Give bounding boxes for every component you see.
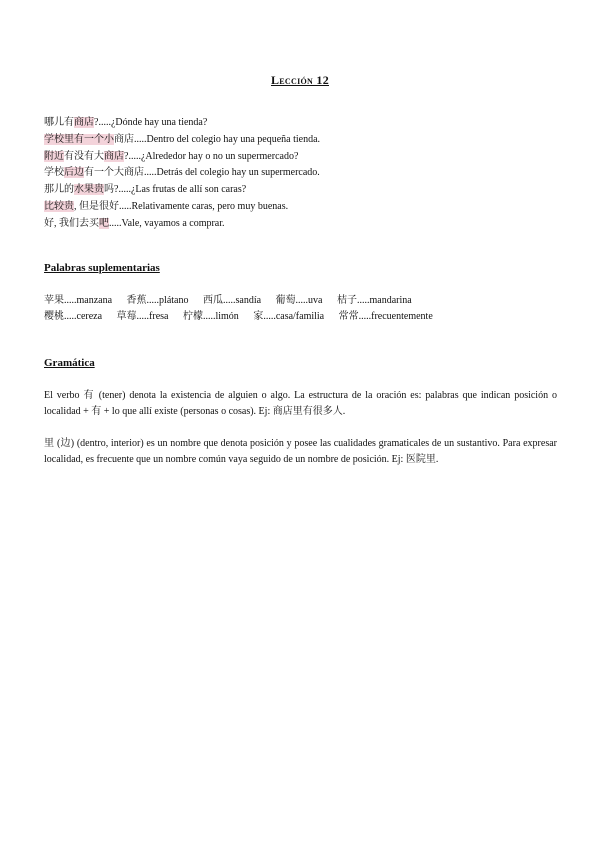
dialog-chunk: ? [124, 150, 129, 162]
dialog-chunk: 有一个大商店 [84, 167, 144, 179]
grammar-paragraph-2: 里 (边) (dentro, interior) es un nombre que denota posición y posee las cualidades gramaticales de un sustantivo. Para expresar localidad, es frecuente que un nombre común vaya seguido de un nombre de posición. Ej: 医院里. [44, 438, 557, 465]
vocab-spanish: .....frecuentemente [358, 311, 433, 322]
dialog-chunk: 吗? [104, 184, 119, 196]
vocab-spanish: .....manzana [64, 295, 113, 306]
grammar-paragraph-1: El verbo 有 (tener) denota la existencia de alguien o algo. La estructura de la oración es: palabras que indican posición o localidad + 有 + lo que allí existe (personas o cosas). Ej: 商店里有很多人. [44, 390, 557, 417]
dialog-line [44, 132, 564, 149]
vocab-chinese: 家 [253, 311, 264, 322]
vocab-item [44, 293, 112, 309]
lesson-title: Lección 12 [270, 73, 329, 87]
grammar-heading: Gramática [44, 357, 95, 369]
vocab-spanish: .....cereza [64, 311, 103, 322]
dialog-chunk-highlighted: 后边 [64, 167, 84, 179]
dialog-chunk: 有没有大 [64, 150, 104, 162]
dialog-chinese [44, 218, 109, 229]
vocab-block [44, 293, 564, 325]
dialog-chinese [44, 184, 118, 195]
dialog-chinese [44, 151, 128, 162]
dialog-translation: .....Relativamente caras, pero muy buenas. [119, 200, 289, 212]
vocab-item [253, 309, 324, 325]
dialog-translation: .....Detrás del colegio hay un supermercado. [144, 167, 320, 179]
dialog-chunk-highlighted: 吧 [99, 217, 109, 229]
dialog-translation: .....¿Alrededor hay o no un supermercado? [128, 150, 299, 162]
dialog-translation: .....¿Dónde hay una tienda? [98, 117, 208, 128]
dialog-translation: .....¿Las frutas de allí son caras? [118, 184, 247, 196]
vocab-item [127, 293, 189, 309]
dialog-chunk-highlighted: 水果贵 [74, 184, 104, 196]
dialog-chunk-highlighted: 附近 [44, 150, 64, 162]
dialog-line [44, 216, 564, 233]
dialog-translation: .....Dentro del colegio hay una pequeña tienda. [134, 133, 321, 145]
vocab-item [44, 309, 102, 325]
vocab-spanish: .....casa/familia [263, 311, 325, 322]
vocab-chinese: 苹果 [44, 295, 64, 306]
dialog-chunk: 那儿的 [44, 184, 74, 196]
vocab-spanish: .....sandía [222, 295, 262, 306]
vocab-spanish: .....fresa [136, 311, 169, 322]
dialog-line [44, 182, 564, 199]
vocab-spanish: .....mandarina [356, 295, 412, 306]
dialog-translation: .....Vale, vayamos a comprar. [109, 217, 225, 229]
vocab-chinese: 西瓜 [202, 295, 223, 306]
dialog-chunk-highlighted: 商店 [104, 150, 124, 162]
vocab-chinese: 香蕉 [126, 295, 147, 306]
dialog-chinese [44, 167, 144, 178]
dialog-line [44, 199, 564, 216]
vocab-item [339, 309, 433, 325]
vocab-item [337, 293, 412, 309]
vocab-spanish: .....uva [295, 295, 323, 306]
vocab-chinese: 樱桃 [44, 311, 64, 322]
vocab-item [117, 309, 169, 325]
dialog-chunk-highlighted: 学校里有一个小 [44, 133, 114, 145]
dialog-chinese [44, 117, 98, 128]
dialog-chunk-highlighted: 比较贵 [44, 200, 74, 212]
dialog-chunk: 哪儿有 [44, 117, 74, 128]
dialog-chinese [44, 201, 119, 212]
vocab-row [44, 293, 564, 309]
vocab-chinese: 葡萄 [275, 295, 296, 306]
vocab-chinese: 草莓 [116, 311, 137, 322]
dialog-chunk: ? [94, 117, 99, 128]
vocab-row [44, 309, 564, 325]
dialog-chinese [44, 134, 134, 145]
vocab-spanish: .....limón [202, 311, 239, 322]
dialog-chunk-highlighted: 商店 [74, 117, 94, 128]
vocab-chinese: 桔子 [336, 295, 357, 306]
dialog-line [44, 149, 564, 166]
dialog-chunk: 学校 [44, 167, 64, 179]
dialog-chunk: , 但是很好 [74, 200, 119, 212]
vocab-item [183, 309, 239, 325]
vocab-chinese: 柠檬 [182, 311, 203, 322]
vocab-heading: Palabras suplementarias [44, 262, 160, 274]
dialog-chunk: 好, 我们去买 [44, 217, 99, 229]
vocab-item [203, 293, 261, 309]
dialog-line [44, 115, 564, 132]
vocab-item [276, 293, 323, 309]
vocab-chinese: 常常 [338, 311, 359, 322]
dialog-block [44, 115, 564, 233]
vocab-spanish: .....plátano [146, 295, 189, 306]
dialog-chunk: 商店 [114, 133, 134, 145]
dialog-line [44, 165, 564, 182]
